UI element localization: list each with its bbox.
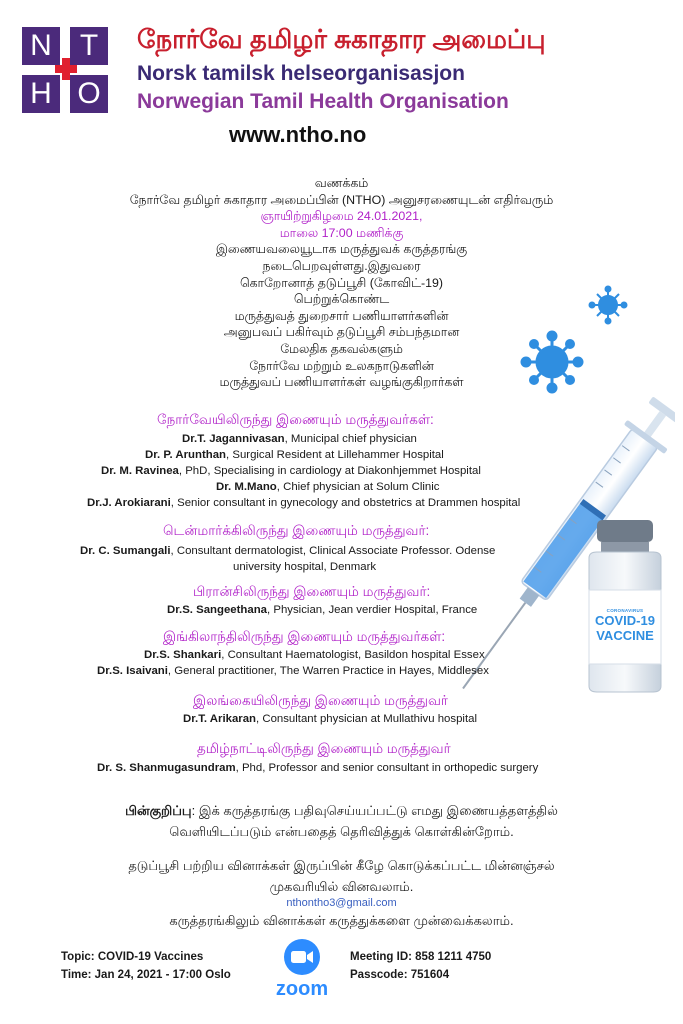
- org-name-norwegian: Norsk tamilsk helseorganisasjon: [137, 62, 465, 85]
- intro-block: [0, 175, 683, 391]
- doctor-line: [97, 663, 489, 680]
- intro-line: வணக்கம்: [314, 176, 369, 190]
- meeting-passcode: Passcode: 751604: [350, 969, 450, 981]
- doctor-line: [80, 543, 495, 560]
- zoom-wordmark: zoom: [275, 978, 329, 1000]
- logo-letter-t: T: [70, 27, 108, 65]
- closing-line: கருத்தரங்கிலும் வினாக்கள் கருத்துக்களை முன்வைக்கலாம்.: [169, 913, 514, 928]
- section-title-srilanka: இலங்கையிலிருந்து இணையும் மருத்துவர்: [193, 693, 448, 708]
- intro-line: நோர்வே தமிழர் சுகாதார அமைப்பின் (NTHO) அனுசரணையுடன் எதிர்வரும்: [129, 192, 554, 207]
- intro-line: மருத்துவப் பணியாளர்கள் வழங்குகிறார்கள்: [219, 375, 464, 390]
- doctor-line: [233, 559, 376, 576]
- meeting-topic: Topic: COVID-19 Vaccines: [61, 951, 204, 963]
- doctor-role: , General practitioner, The Warren Practice in Hayes, Middlesex: [167, 665, 489, 677]
- doctor-role: , Phd, Professor and senior consultant in orthopedic surgery: [235, 762, 539, 774]
- vaccine-label-vaccine: VACCINE: [596, 628, 654, 643]
- footer-note: [0, 800, 683, 842]
- doctor-name: Dr.S. Shankari: [144, 649, 222, 661]
- doctor-role: , Chief physician at Solum Clinic: [276, 481, 440, 493]
- doctor-line: [145, 447, 444, 464]
- note-line-1: [0, 800, 683, 821]
- doctor-role: , Consultant physician at Mullathivu hospital: [256, 713, 477, 725]
- doctor-line: [97, 760, 538, 777]
- doctor-name: Dr. M.Mano: [216, 481, 277, 493]
- intro-line: நடைபெறவுள்ளது.இதுவரை: [262, 258, 421, 273]
- doctor-name: Dr.J. Arokiarani: [87, 497, 171, 509]
- doctor-name: Dr. M. Ravinea: [101, 465, 179, 477]
- note-text: : இக் கருத்தரங்கு பதிவுசெய்யப்பட்டு எமது இணையத்தளத்தில்: [191, 803, 558, 818]
- doctor-line: [183, 711, 477, 728]
- vaccine-label-covid: COVID-19: [595, 613, 655, 628]
- logo-letter-h: H: [22, 75, 60, 113]
- note-label: பின்குறிப்பு: [125, 803, 192, 818]
- doctor-name: Dr.S. Sangeethana: [167, 604, 268, 616]
- website-link[interactable]: www.ntho.no: [229, 122, 367, 147]
- org-name-english: Norwegian Tamil Health Organisation: [137, 90, 509, 113]
- logo-plus-vertical: [62, 58, 70, 80]
- doctor-role: , Senior consultant in gynecology and obstetrics at Drammen hospital: [170, 497, 521, 509]
- doctor-name: Dr. S. Shanmugasundram: [97, 762, 236, 774]
- logo-letter-n: N: [22, 27, 60, 65]
- intro-line: நோர்வே மற்றும் உலகநாடுகளின்: [249, 358, 434, 373]
- intro-line: மருத்துவத் துறைசார் பணியாளர்களின்: [234, 308, 449, 323]
- intro-line: கொறோனாத் தடுப்பூசி (கோவிட்-19): [239, 275, 444, 290]
- doctor-line: [216, 479, 439, 496]
- vaccine-label-small: CORONAVIRUS: [606, 608, 644, 613]
- doctor-role: , Consultant Haematologist, Basildon hospital Essex: [221, 649, 485, 661]
- doctor-name: Dr.S. Isaivani: [97, 665, 168, 677]
- meeting-time: Time: Jan 24, 2021 - 17:00 Oslo: [61, 969, 231, 981]
- doctor-name: Dr.T. Arikaran: [183, 713, 257, 725]
- question-note: [0, 855, 683, 897]
- logo-letter-o: O: [70, 75, 108, 113]
- intro-line: மேலதிக தகவல்களும்: [280, 341, 403, 356]
- org-name-tamil: நோர்வே தமிழர் சுகாதார அமைப்பு: [137, 24, 546, 54]
- intro-date: ஞாயிற்றுகிழமை 24.01.2021,: [260, 209, 423, 224]
- doctor-role: , Municipal chief physician: [284, 433, 417, 445]
- section-title-uk: இங்கிலாந்திலிருந்து இணையும் மருத்துவர்கள்:: [163, 629, 446, 644]
- vaccine-bottle-illustration: [575, 518, 675, 693]
- intro-line: பெற்றுக்கொண்ட: [293, 292, 390, 307]
- doctor-name: Dr. P. Arunthan: [145, 449, 227, 461]
- doctor-line: [167, 602, 477, 619]
- section-title-norway: நோர்வேயிலிருந்து இணையும் மருத்துவர்கள்:: [157, 412, 434, 427]
- section-title-denmark: டென்மார்க்கிலிருந்து இணையும் மருத்துவர்:: [163, 523, 430, 538]
- section-title-france: பிரான்சிலிருந்து இணையும் மருத்துவர்:: [193, 584, 431, 599]
- vaccine-label: [589, 608, 661, 643]
- intro-line: இணையவலையூடாக மருத்துவக் கருத்தரங்கு: [215, 242, 468, 257]
- note-line-2: வெளியிடப்படும் என்பதைத் தெரிவித்துக் கொள்கின்றோம்.: [169, 824, 514, 839]
- ntho-logo: [22, 27, 110, 113]
- doctor-line: [101, 463, 481, 480]
- doctor-role: , Surgical Resident at Lillehammer Hospital: [226, 449, 444, 461]
- question-line-1: தடுப்பூசி பற்றிய வினாக்கள் இருப்பின் கீழே கொடுக்கப்பட்ட மின்னஞ்சல்: [128, 858, 555, 873]
- contact-email-link[interactable]: nthontho3@gmail.com: [286, 897, 397, 909]
- meeting-id: Meeting ID: 858 1211 4750: [350, 951, 492, 963]
- doctor-role: , Consultant dermatologist, Clinical Associate Professor. Odense: [170, 545, 496, 557]
- doctor-name: Dr. C. Sumangali: [80, 545, 171, 557]
- doctor-role: , Physician, Jean verdier Hospital, France: [267, 604, 478, 616]
- doctor-line: [87, 495, 520, 512]
- section-title-tamilnadu: தமிழ்நாட்டிலிருந்து இணையும் மருத்துவர்: [197, 741, 451, 756]
- doctor-role: , PhD, Specialising in cardiology at Diakonhjemmet Hospital: [178, 465, 481, 477]
- doctor-line: [144, 647, 485, 664]
- zoom-logo-icon[interactable]: [283, 938, 321, 976]
- doctor-role: university hospital, Denmark: [233, 561, 377, 573]
- intro-line: அனுபவப் பகிர்வும் தடுப்பூசி சம்பந்தமான: [223, 325, 460, 340]
- question-line-2: முகவரியில் வினவலாம்.: [269, 879, 414, 894]
- doctor-name: Dr.T. Jagannivasan: [182, 433, 285, 445]
- doctor-line: [182, 431, 417, 448]
- intro-time: மாலை 17:00 மணிக்கு: [279, 225, 404, 240]
